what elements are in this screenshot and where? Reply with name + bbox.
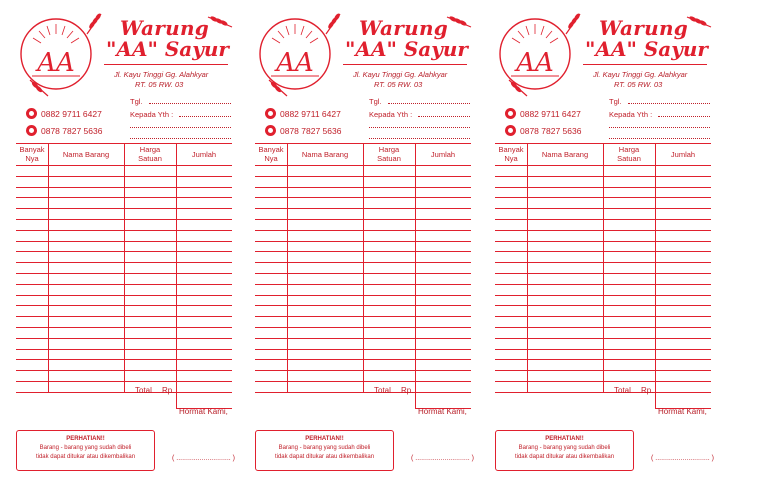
header-item-name: Nama Barang bbox=[62, 150, 110, 159]
recipient-field-line[interactable] bbox=[130, 138, 231, 139]
wheat-icon bbox=[445, 14, 473, 30]
phone-contact bbox=[265, 108, 341, 119]
recipient-label: Kepada Yth : bbox=[130, 110, 174, 119]
table-rule bbox=[255, 392, 471, 393]
address-line2: RT. 05 RW. 03 bbox=[135, 80, 184, 89]
phone-number: 0882 9711 6427 bbox=[520, 108, 581, 119]
table-column-rule bbox=[603, 143, 604, 392]
header-quantity: Banyak Nya bbox=[258, 145, 284, 163]
phone-number: 0882 9711 6427 bbox=[41, 108, 102, 119]
header-amount: Jumlah bbox=[191, 150, 217, 159]
header-quantity: Banyak Nya bbox=[19, 145, 45, 163]
whatsapp-icon bbox=[265, 108, 276, 119]
table-column-rule bbox=[176, 143, 177, 408]
header-unit-price: Harga Satuan bbox=[377, 145, 401, 163]
notice-line2: tidak dapat ditukar atau dikembalikan bbox=[274, 454, 375, 460]
signature-line[interactable]: ( ............................ ) bbox=[651, 455, 715, 462]
recipient-field-line[interactable] bbox=[369, 138, 470, 139]
notice-line1: Barang - barang yang sudah dibeli bbox=[39, 445, 132, 451]
notice-line2: tidak dapat ditukar atau dikembalikan bbox=[514, 454, 615, 460]
table-column-rule bbox=[363, 143, 364, 392]
notice-title: PERHATIAN!! bbox=[545, 436, 584, 442]
notice-box bbox=[255, 430, 394, 471]
signature-line[interactable]: ( ............................ ) bbox=[172, 455, 236, 462]
table-rule bbox=[495, 392, 711, 393]
wheat-icon bbox=[685, 14, 713, 30]
items-table bbox=[16, 143, 232, 410]
table-column-rule bbox=[527, 143, 528, 392]
notice-line1: Barang - barang yang sudah dibeli bbox=[518, 445, 611, 451]
address-line2: RT. 05 RW. 03 bbox=[374, 80, 423, 89]
wheat-icon bbox=[206, 14, 234, 30]
total-label: Total bbox=[135, 386, 152, 395]
whatsapp-icon bbox=[265, 125, 276, 136]
brand-name-line1: Warung bbox=[359, 16, 449, 40]
wheat-icon bbox=[83, 10, 105, 36]
receipt-form bbox=[247, 0, 487, 489]
wheat-icon bbox=[322, 10, 344, 36]
whatsapp-icon bbox=[505, 108, 516, 119]
notice-line2: tidak dapat ditukar atau dikembalikan bbox=[35, 454, 136, 460]
items-table bbox=[495, 143, 711, 410]
date-label: Tgl. bbox=[369, 97, 382, 106]
phone-contact bbox=[265, 125, 341, 136]
recipient-field[interactable] bbox=[179, 116, 231, 117]
items-table bbox=[255, 143, 471, 410]
phone-contact bbox=[505, 108, 581, 119]
header-quantity: Banyak Nya bbox=[498, 145, 524, 163]
recipient-field-line[interactable] bbox=[130, 127, 231, 128]
currency-label: Rp. bbox=[162, 386, 175, 395]
table-column-rule bbox=[48, 143, 49, 392]
address-line1: Jl. Kayu Tinggi Gg. Alahkyar bbox=[353, 70, 448, 79]
date-field[interactable] bbox=[388, 103, 470, 104]
header-item-name: Nama Barang bbox=[301, 150, 349, 159]
wheat-icon bbox=[28, 78, 50, 98]
logo-text: AA bbox=[37, 48, 75, 78]
divider bbox=[343, 64, 467, 65]
address-line1: Jl. Kayu Tinggi Gg. Alahkyar bbox=[114, 70, 209, 79]
recipient-field[interactable] bbox=[658, 116, 710, 117]
phone-contact bbox=[26, 108, 102, 119]
whatsapp-icon bbox=[505, 125, 516, 136]
sunburst-icon bbox=[512, 24, 558, 43]
wheat-icon bbox=[267, 78, 289, 98]
header-unit-price: Harga Satuan bbox=[138, 145, 162, 163]
brand-name-line1: Warung bbox=[120, 16, 210, 40]
closing-text: Hormat Kami, bbox=[658, 407, 707, 416]
address-line1: Jl. Kayu Tinggi Gg. Alahkyar bbox=[593, 70, 688, 79]
date-label: Tgl. bbox=[130, 97, 143, 106]
header-amount: Jumlah bbox=[430, 150, 456, 159]
total-label: Total bbox=[374, 386, 391, 395]
header-item-name: Nama Barang bbox=[541, 150, 589, 159]
table-rule bbox=[16, 392, 232, 393]
closing-text: Hormat Kami, bbox=[418, 407, 467, 416]
divider bbox=[104, 64, 228, 65]
signature-line[interactable]: ( ............................ ) bbox=[411, 455, 475, 462]
recipient-field-line[interactable] bbox=[369, 127, 470, 128]
sunburst-icon bbox=[33, 24, 79, 43]
whatsapp-icon bbox=[26, 125, 37, 136]
brand-name-line1: Warung bbox=[599, 16, 689, 40]
table-column-rule bbox=[415, 143, 416, 408]
recipient-field[interactable] bbox=[418, 116, 470, 117]
currency-label: Rp. bbox=[641, 386, 654, 395]
date-field[interactable] bbox=[628, 103, 710, 104]
date-field[interactable] bbox=[149, 103, 231, 104]
recipient-label: Kepada Yth : bbox=[369, 110, 413, 119]
currency-label: Rp. bbox=[401, 386, 414, 395]
sunburst-icon bbox=[272, 24, 318, 43]
logo-text: AA bbox=[516, 48, 554, 78]
notice-title: PERHATIAN!! bbox=[66, 436, 105, 442]
table-column-rule bbox=[287, 143, 288, 392]
notice-box bbox=[16, 430, 155, 471]
phone-number: 0878 7827 5636 bbox=[41, 125, 103, 136]
notice-line1: Barang - barang yang sudah dibeli bbox=[278, 445, 371, 451]
phone-number: 0878 7827 5636 bbox=[520, 125, 582, 136]
recipient-label: Kepada Yth : bbox=[609, 110, 653, 119]
date-label: Tgl. bbox=[609, 97, 622, 106]
header-amount: Jumlah bbox=[670, 150, 696, 159]
total-label: Total bbox=[614, 386, 631, 395]
phone-number: 0878 7827 5636 bbox=[280, 125, 342, 136]
wheat-icon bbox=[562, 10, 584, 36]
whatsapp-icon bbox=[26, 108, 37, 119]
phone-contact bbox=[26, 125, 102, 136]
brand-name-line2: "AA" Sayur bbox=[106, 37, 229, 61]
phone-number: 0882 9711 6427 bbox=[280, 108, 341, 119]
table-column-rule bbox=[655, 143, 656, 408]
notice-title: PERHATIAN!! bbox=[305, 436, 344, 442]
closing-text: Hormat Kami, bbox=[179, 407, 228, 416]
recipient-field-line[interactable] bbox=[609, 138, 710, 139]
header-unit-price: Harga Satuan bbox=[617, 145, 641, 163]
divider bbox=[583, 64, 707, 65]
phone-contact bbox=[505, 125, 581, 136]
notice-box bbox=[495, 430, 634, 471]
brand-name-line2: "AA" Sayur bbox=[345, 37, 468, 61]
table-column-rule bbox=[124, 143, 125, 392]
receipt-form bbox=[487, 0, 727, 489]
wheat-icon bbox=[507, 78, 529, 98]
brand-name-line2: "AA" Sayur bbox=[585, 37, 708, 61]
logo-text: AA bbox=[276, 48, 314, 78]
receipt-form bbox=[8, 0, 248, 489]
recipient-field-line[interactable] bbox=[609, 127, 710, 128]
address-line2: RT. 05 RW. 03 bbox=[614, 80, 663, 89]
